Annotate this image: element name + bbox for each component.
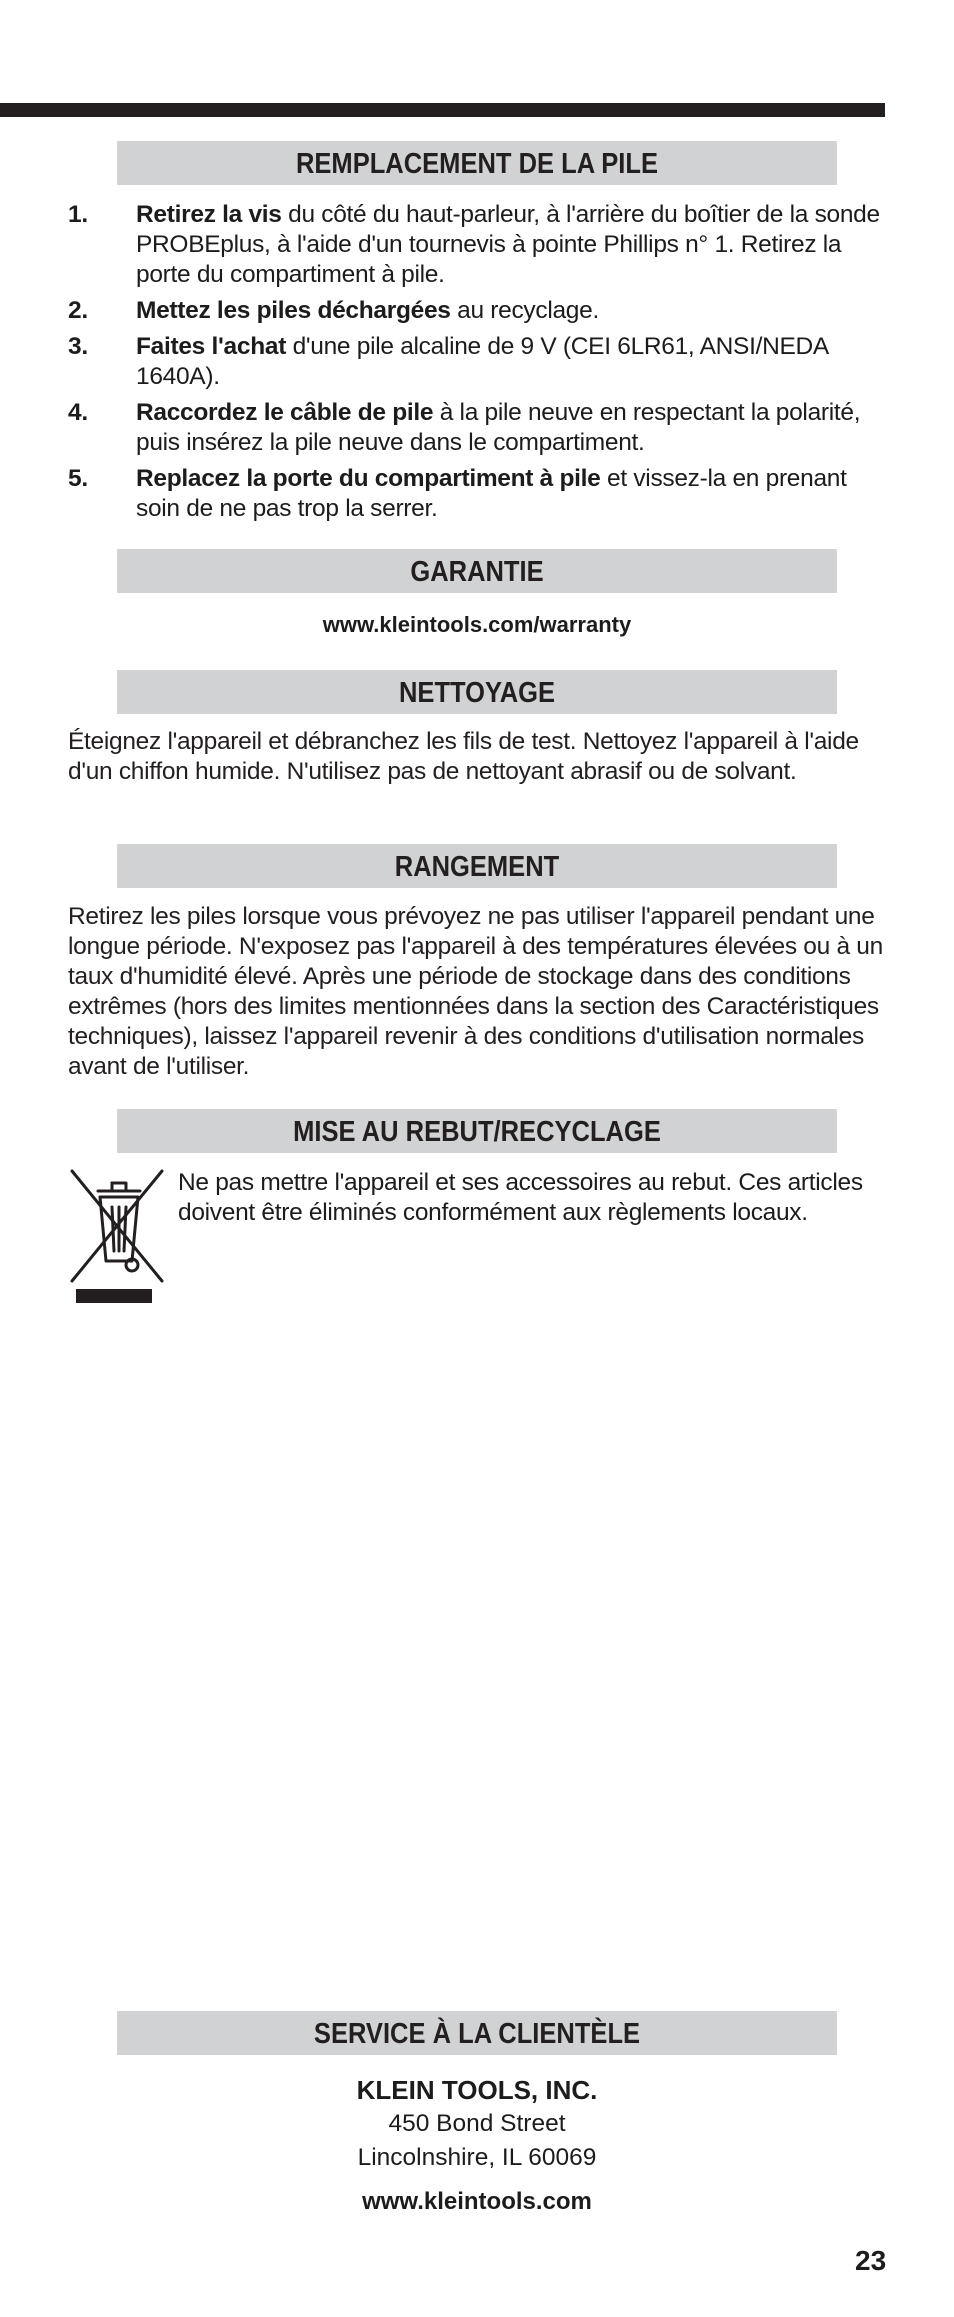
list-item (68, 332, 886, 392)
street-address: 450 Bond Street (388, 2110, 566, 2137)
city-address: Lincolnshire, IL 60069 (357, 2144, 597, 2171)
top-rule (0, 103, 885, 117)
section-header-cleaning (117, 670, 837, 714)
section-title-service: SERVICE À LA CLIENTÈLE (313, 2018, 641, 2050)
step-text: et vissez-la en prenant soin de ne pas trop la serrer. (136, 465, 847, 522)
step-number: 3. (68, 333, 88, 360)
step-number: 4. (68, 399, 88, 426)
step-bold: Raccordez le câble de pile (136, 399, 434, 426)
warranty-link[interactable]: www.kleintools.com/warranty (322, 612, 632, 637)
list-item (68, 398, 886, 458)
step-bold: Retirez la vis (136, 201, 282, 228)
step-bold: Mettez les piles déchargées (136, 297, 451, 324)
disposal-text: Ne pas mettre l'appareil et ses accessoires au rebut. Ces articles doivent être éliminés conformément aux règlements locaux. (178, 1169, 863, 1226)
section-title-disposal: MISE AU REBUT/RECYCLAGE (293, 1116, 661, 1148)
step-number: 1. (68, 201, 88, 228)
list-item (68, 464, 886, 524)
step-text: d'une pile alcaline de 9 V (CEI 6LR61, ANSI/NEDA 1640A). (136, 333, 828, 390)
section-title-battery: REMPLACEMENT DE LA PILE (295, 148, 659, 180)
company-name: KLEIN TOOLS, INC. (356, 2075, 598, 2105)
step-number: 5. (68, 465, 88, 492)
page-number: 23 (855, 2245, 887, 2276)
storage-text: Retirez les piles lorsque vous prévoyez ne pas utiliser l'appareil pendant une longue période. N'exposez pas l'appareil à des températures élevées ou à un taux d'humidité élevé. Après une période de stockage dans des conditions extrêmes (hors des limites mentionnées dans la section des Caractéristiques techniques), laissez l'appareil revenir à des conditions d'utilisation normales avant de l'utiliser. (68, 903, 883, 1080)
crossed-out-wheelie-bin-icon (68, 1163, 168, 1303)
section-header-storage (117, 844, 837, 888)
section-header-disposal (117, 1109, 837, 1153)
list-item (68, 296, 886, 326)
section-title-warranty: GARANTIE (410, 556, 544, 588)
step-number: 2. (68, 297, 88, 324)
website-link[interactable]: www.kleintools.com (362, 2188, 592, 2215)
section-title-cleaning: NETTOYAGE (398, 677, 556, 709)
step-text: au recyclage. (450, 297, 599, 324)
step-bold: Faites l'achat (136, 333, 287, 360)
section-header-battery (117, 141, 837, 185)
section-title-storage: RANGEMENT (394, 851, 560, 883)
battery-steps-list (68, 200, 886, 530)
step-text: du côté du haut-parleur, à l'arrière du boîtier de la sonde PROBEplus, à l'aide d'un tournevis à pointe Phillips n° 1. Retirez la porte du compartiment à pile. (136, 201, 880, 288)
section-header-service (117, 2011, 837, 2055)
section-header-warranty (117, 549, 837, 593)
cleaning-text: Éteignez l'appareil et débranchez les fils de test. Nettoyez l'appareil à l'aide d'un chiffon humide. N'utilisez pas de nettoyant abrasif ou de solvant. (68, 728, 859, 785)
step-bold: Replacez la porte du compartiment à pile (136, 465, 601, 492)
list-item (68, 200, 886, 290)
step-text: à la pile neuve en respectant la polarité, puis insérez la pile neuve dans le compartiment. (136, 399, 861, 456)
